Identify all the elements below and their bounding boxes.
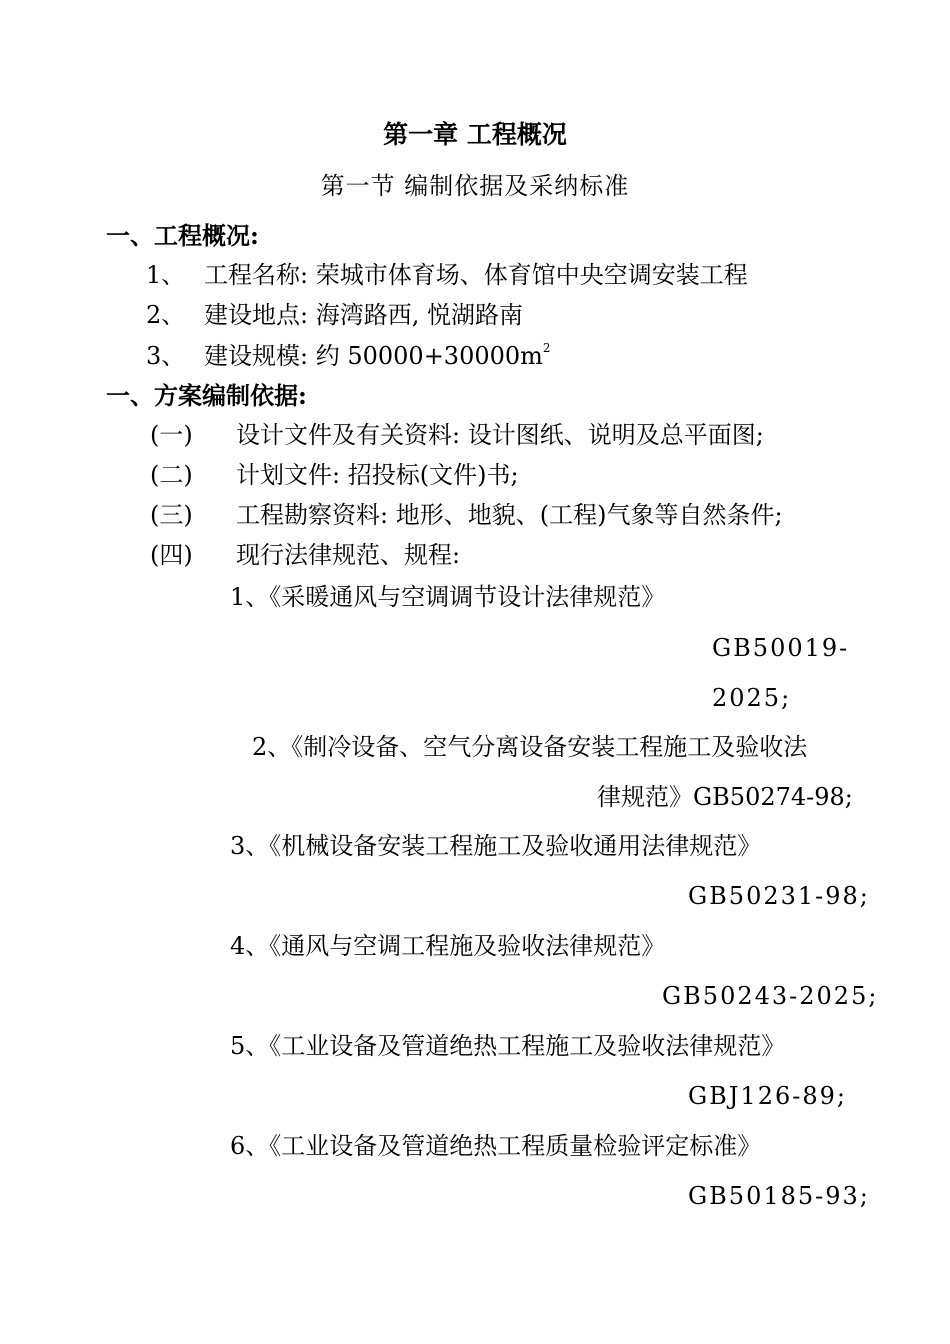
standard-title: 2、《制冷设备、空气分离设备安装工程施工及验收法 — [252, 733, 808, 761]
overview-heading: 一、工程概况: — [106, 221, 259, 250]
overview-item-number: 1、 — [146, 261, 186, 289]
standard-code: GB50019- — [712, 634, 850, 662]
standard-title: 6、《工业设备及管道绝热工程质量检验评定标准》 — [230, 1132, 762, 1160]
basis-item — [150, 423, 764, 447]
standard-title: 5、《工业设备及管道绝热工程施工及验收法律规范》 — [230, 1032, 786, 1060]
overview-item-text: 建设规模: 约 50000+30000m — [204, 342, 543, 370]
chapter-title: 第一章 工程概况 — [383, 120, 567, 149]
overview-item — [146, 303, 523, 327]
basis-item — [150, 503, 783, 527]
overview-item — [146, 341, 551, 370]
superscript: 2 — [542, 341, 551, 355]
basis-item-text: 计划文件: 招投标(文件)书; — [236, 461, 519, 489]
basis-item — [150, 543, 460, 567]
standard-code: 2025; — [712, 684, 792, 712]
overview-item — [146, 263, 748, 287]
basis-heading: 一、方案编制依据: — [106, 381, 307, 410]
standard-title: 1、《采暖通风与空调调节设计法律规范》 — [230, 583, 666, 611]
basis-item — [150, 463, 519, 487]
basis-item-text: 工程勘察资料: 地形、地貌、(工程)气象等自然条件; — [236, 501, 783, 529]
standard-code: GB50185-93; — [688, 1182, 870, 1210]
basis-item-number: (四) — [150, 541, 193, 569]
standard-title: 4、《通风与空调工程施及验收法律规范》 — [230, 932, 666, 960]
basis-item-number: (二) — [150, 461, 193, 489]
section-title: 第一节 编制依据及采纳标准 — [320, 172, 630, 200]
standard-code: GBJ126-89; — [688, 1082, 847, 1110]
standard-title: 3、《机械设备安装工程施工及验收通用法律规范》 — [230, 832, 762, 860]
basis-item-number: (三) — [150, 501, 193, 529]
standard-code: GB50231-98; — [688, 882, 870, 910]
basis-item-text: 设计文件及有关资料: 设计图纸、说明及总平面图; — [236, 421, 764, 449]
overview-item-text: 工程名称: 荣城市体育场、体育馆中央空调安装工程 — [204, 261, 748, 289]
basis-item-number: (一) — [150, 421, 193, 449]
standard-code: 律规范》GB50274-98; — [597, 783, 853, 811]
overview-item-number: 3、 — [146, 342, 186, 370]
standard-code: GB50243-2025; — [662, 982, 879, 1010]
basis-item-text: 现行法律规范、规程: — [236, 541, 461, 569]
overview-item-number: 2、 — [146, 301, 186, 329]
overview-item-text: 建设地点: 海湾路西, 悦湖路南 — [204, 301, 523, 329]
